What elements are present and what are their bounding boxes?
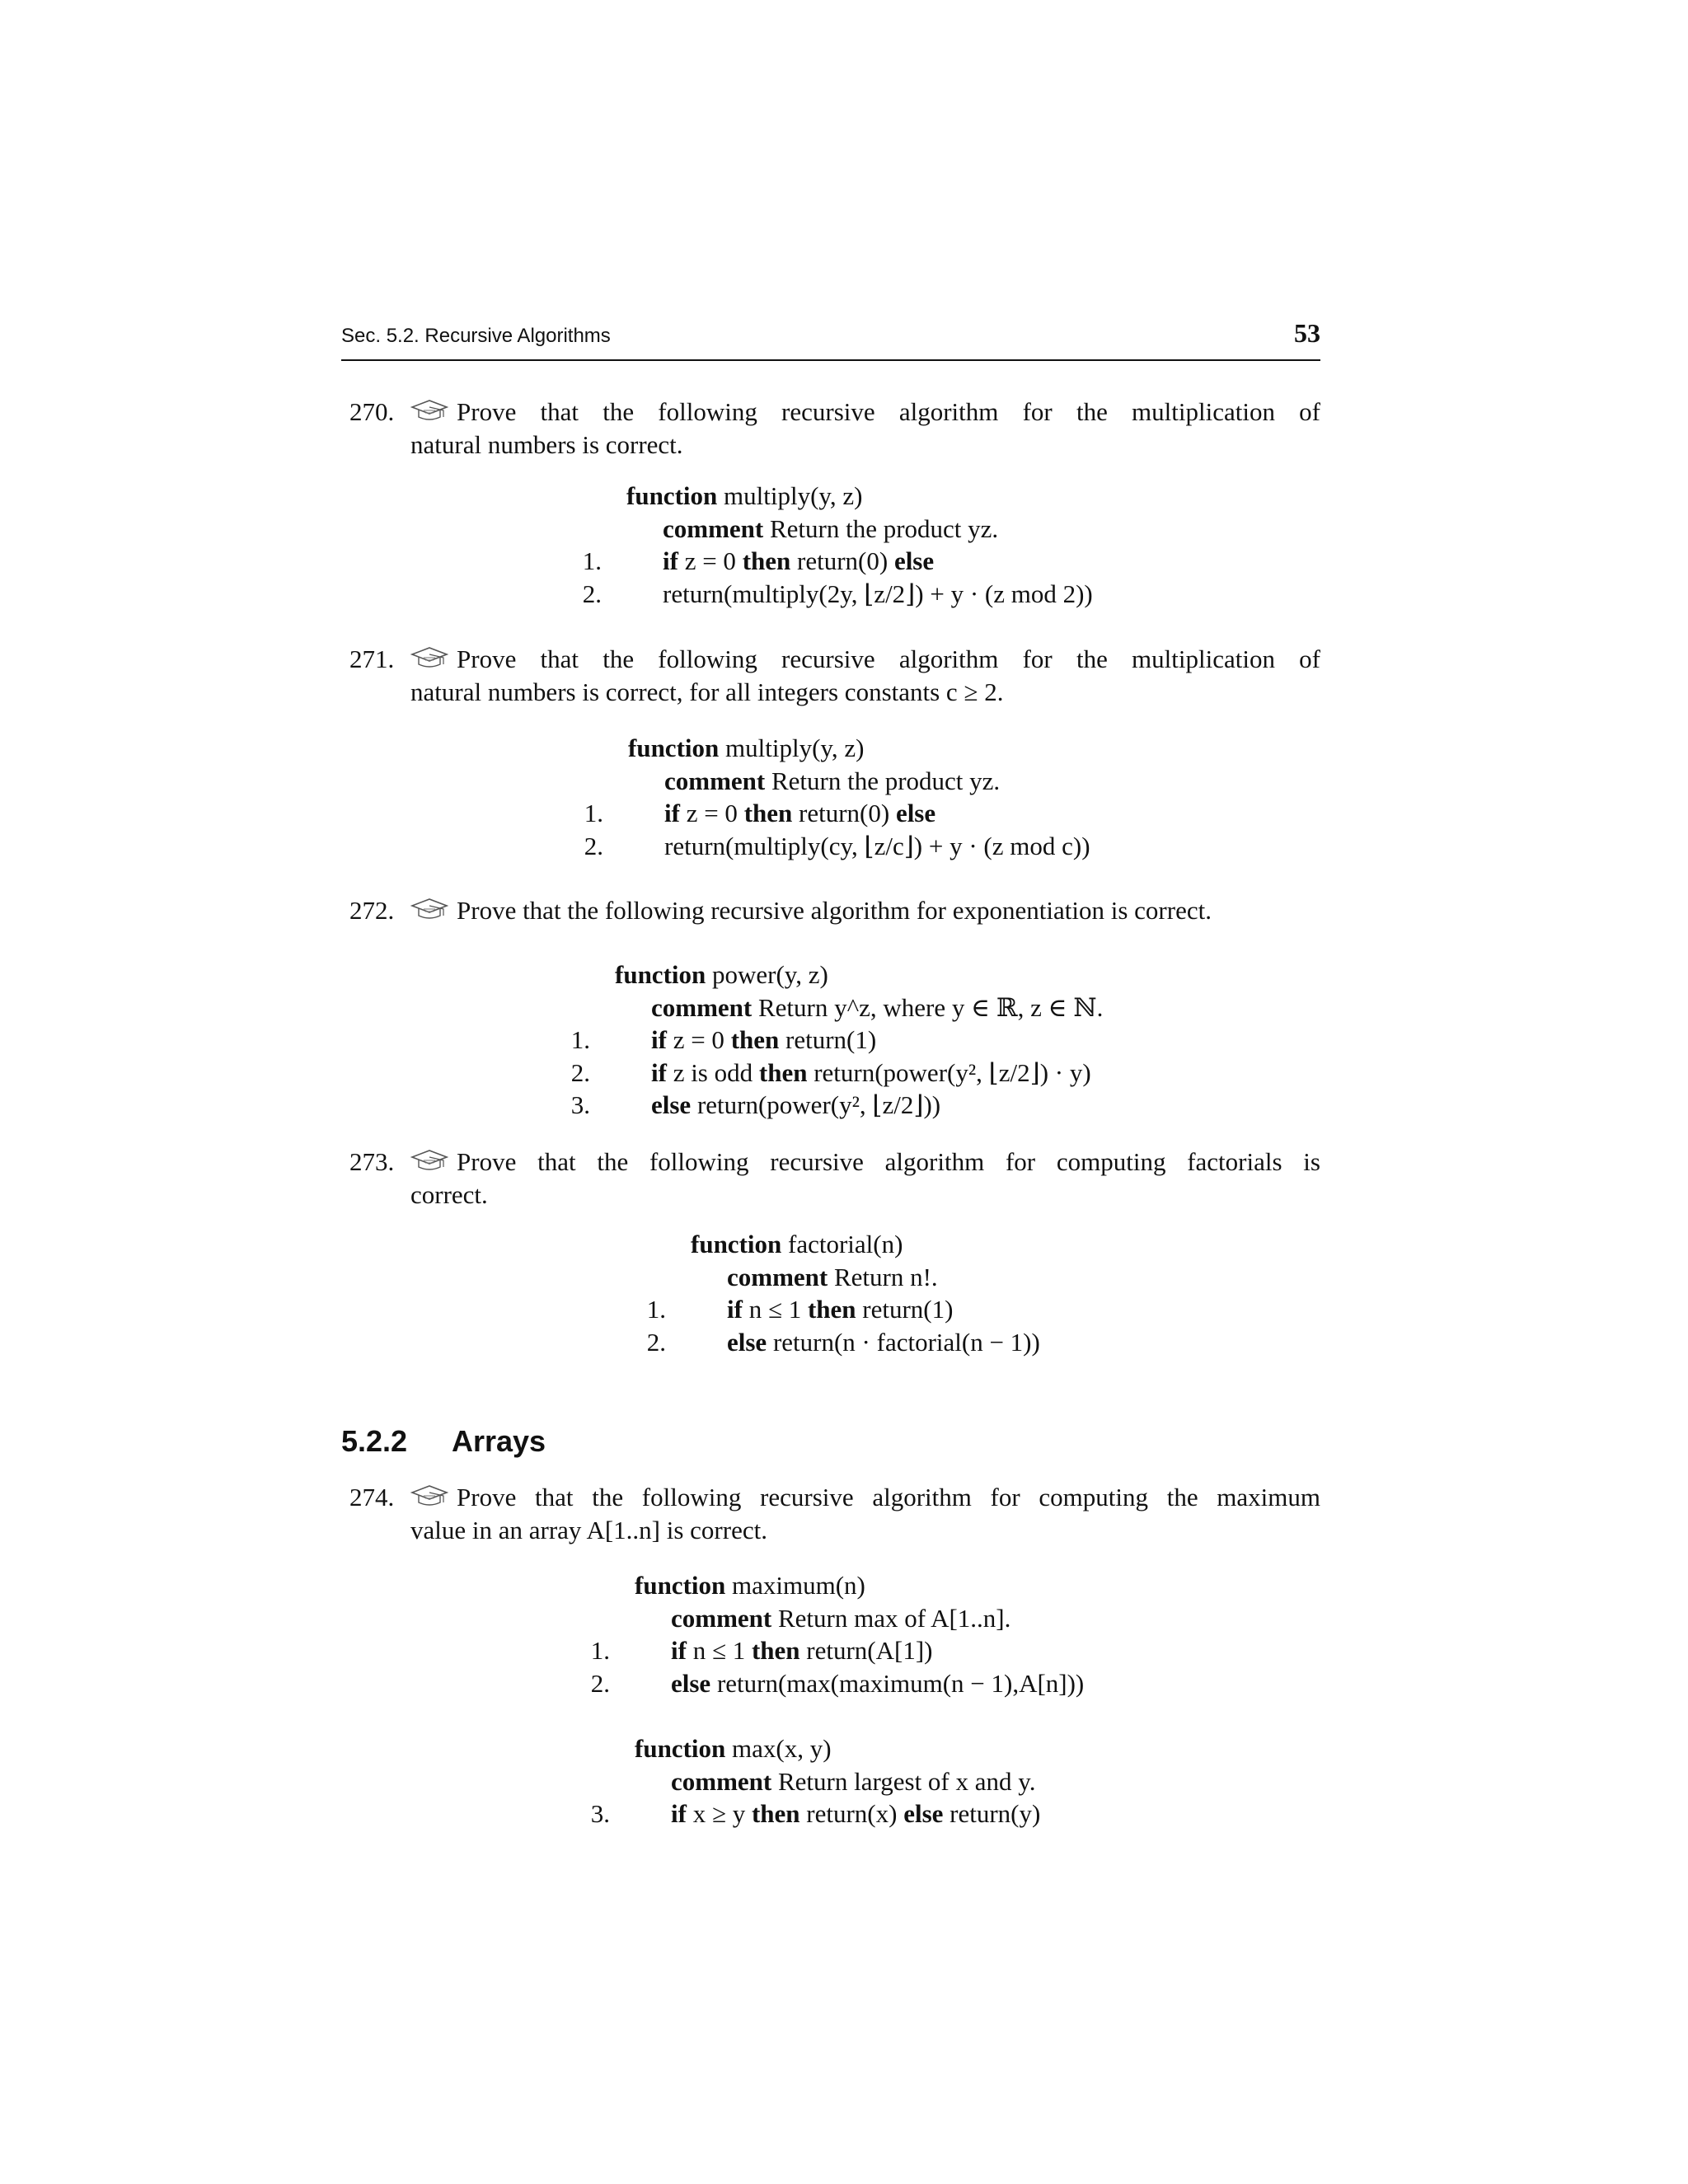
problem-text-line1: Prove that the following recursive algorithm for the multiplication of <box>457 397 1320 426</box>
problem-text-line2: value in an array A[1..n] is correct. <box>410 1516 767 1544</box>
code-line: if n ≤ 1 then return(1) <box>727 1295 954 1324</box>
line-number: 1. <box>646 1295 666 1324</box>
line-number: 2. <box>584 831 603 860</box>
code-line: if z is odd then return(power(y², ⌊z/2⌋) · y) <box>651 1057 1091 1087</box>
code-line: return(multiply(cy, ⌊z/c⌋) + y · (z mod c)) <box>664 831 1090 860</box>
problem-271 <box>341 643 1320 709</box>
code-line: else return(max(maximum(n − 1),A[n])) <box>671 1668 1085 1698</box>
algorithm-header: function maximum(n) <box>635 1571 865 1600</box>
line-number: 2. <box>646 1327 666 1357</box>
line-number: 2. <box>582 579 602 608</box>
code-line: else return(n · factorial(n − 1)) <box>727 1327 1040 1357</box>
line-number: 2. <box>590 1668 610 1698</box>
section-heading <box>341 1424 546 1459</box>
algorithm-header: function max(x, y) <box>635 1734 832 1763</box>
algorithm-header: function power(y, z) <box>615 960 828 989</box>
algorithm-header: function multiply(y, z) <box>626 481 863 510</box>
problem-270 <box>341 396 1320 462</box>
section-number: 5.2.2 <box>341 1424 408 1458</box>
problem-274 <box>341 1481 1320 1547</box>
algorithm-header: function factorial(n) <box>691 1230 903 1258</box>
problem-text-line2: natural numbers is correct. <box>410 430 683 459</box>
algorithm-comment: comment Return max of A[1..n]. <box>671 1603 1011 1633</box>
line-number: 3. <box>570 1090 590 1119</box>
line-number: 1. <box>590 1636 610 1665</box>
problem-number: 272. <box>349 896 395 925</box>
section-title: Arrays <box>452 1424 546 1458</box>
line-number: 2. <box>570 1057 590 1087</box>
line-number: 3. <box>590 1799 610 1828</box>
line-number: 1. <box>584 799 603 827</box>
graduation-cap-icon <box>410 399 448 424</box>
graduation-cap-icon <box>410 1484 448 1509</box>
code-line: if z = 0 then return(0) else <box>664 799 936 827</box>
graduation-cap-icon <box>410 646 448 671</box>
line-number: 1. <box>582 546 602 575</box>
problem-number: 274. <box>349 1483 395 1511</box>
algorithm-comment: comment Return largest of x and y. <box>671 1766 1036 1796</box>
problem-273 <box>341 1146 1320 1212</box>
problem-number: 270. <box>349 397 395 426</box>
algorithm-comment: comment Return n!. <box>727 1262 938 1291</box>
line-number: 1. <box>570 1025 590 1054</box>
section-label: Sec. 5.2. Recursive Algorithms <box>341 325 611 347</box>
code-line: if z = 0 then return(1) <box>651 1025 877 1054</box>
problem-text-line2: correct. <box>410 1180 488 1209</box>
code-line: if x ≥ y then return(x) else return(y) <box>671 1799 1041 1828</box>
code-line: else return(power(y², ⌊z/2⌋)) <box>651 1090 941 1119</box>
problem-number: 271. <box>349 644 395 673</box>
problem-number: 273. <box>349 1147 395 1176</box>
running-header <box>341 318 1320 361</box>
code-line: if z = 0 then return(0) else <box>663 546 935 575</box>
graduation-cap-icon <box>410 1149 448 1174</box>
graduation-cap-icon <box>410 898 448 922</box>
problem-text-line1: Prove that the following recursive algorithm for exponentiation is correct. <box>457 896 1212 925</box>
problem-text-line1: Prove that the following recursive algorithm for computing the maximum <box>457 1483 1320 1511</box>
problem-272 <box>341 894 1320 927</box>
algorithm-comment: comment Return the product yz. <box>664 766 1001 795</box>
code-line: return(multiply(2y, ⌊z/2⌋) + y · (z mod 2)) <box>663 579 1093 608</box>
page-number: 53 <box>1294 318 1320 348</box>
algorithm-comment: comment Return the product yz. <box>663 513 999 543</box>
problem-text-line1: Prove that the following recursive algorithm for the multiplication of <box>457 644 1320 673</box>
code-line: if n ≤ 1 then return(A[1]) <box>671 1636 933 1665</box>
problem-text-line2: natural numbers is correct, for all integers constants c ≥ 2. <box>410 677 1004 706</box>
algorithm-header: function multiply(y, z) <box>628 733 865 762</box>
algorithm-comment: comment Return y^z, where y ∈ ℝ, z ∈ ℕ. <box>651 992 1104 1022</box>
problem-text-line1: Prove that the following recursive algorithm for computing factorials is <box>457 1147 1320 1176</box>
